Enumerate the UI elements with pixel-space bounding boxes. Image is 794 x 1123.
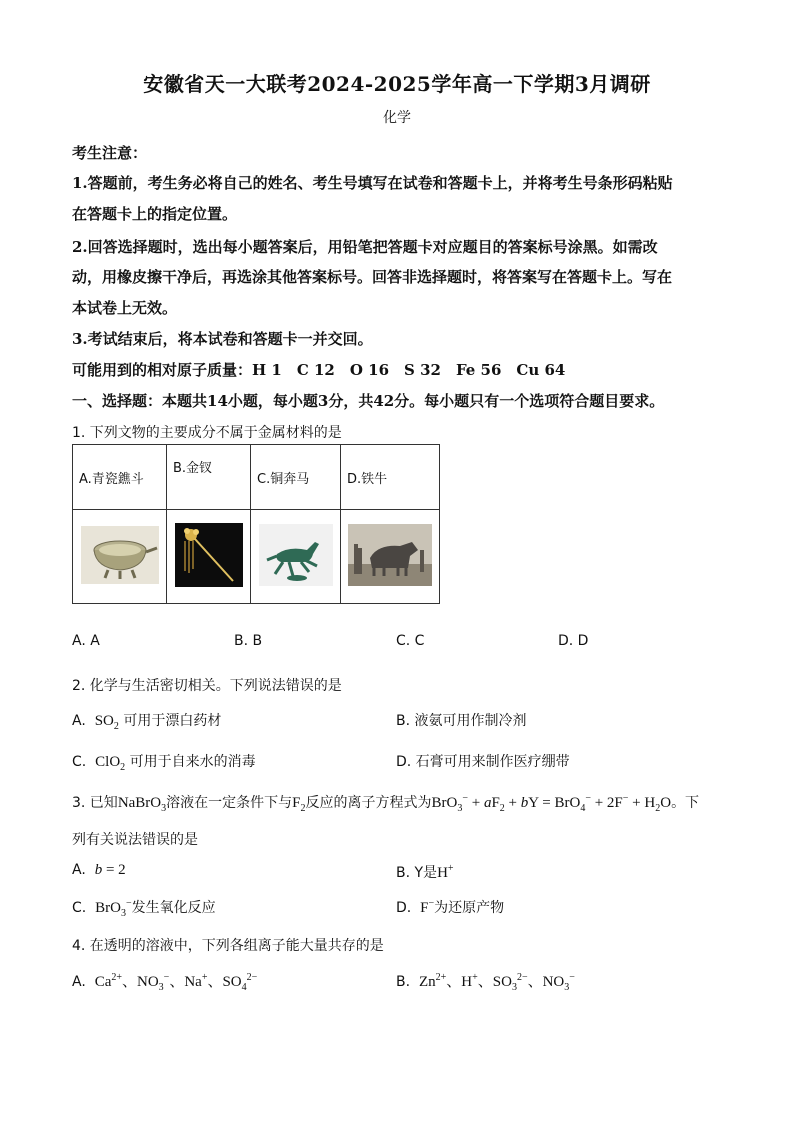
q3-option-a: A. b = 2: [72, 862, 126, 878]
gold-hairpin-image: [175, 523, 243, 587]
notice-line-4: 动，用橡皮擦干净后，再选涂其他答案标号。回答非选择题时，将答案写在答题卡上。写在: [72, 268, 673, 286]
q2-option-b: B. 液氨可用作制冷剂: [396, 713, 527, 729]
bronze-horse-image: [259, 524, 333, 586]
iron-ox-image: [348, 524, 432, 586]
q1-artifact-table: [72, 444, 440, 604]
q2-option-d: D. 石膏可用来制作医疗绷带: [396, 754, 570, 770]
q3-stem: 3. 已知NaBrO$_3$溶液在一定条件下与$F_2$反应的离子方程式为$BrO_3^- + aF_2$ + bY = $BrO_4^- + 2F^- + H_2O$。下: [72, 793, 700, 814]
q1-header-c: C.铜奔马: [251, 445, 341, 510]
q1-stem: 1. 下列文物的主要成分不属于金属材料的是: [72, 425, 342, 441]
q3-option-b: B. Y是H+: [396, 863, 454, 881]
q1-option-b: B. B: [234, 633, 263, 649]
q3-option-c: C. BrO$_3$−发生氧化反应: [72, 898, 216, 919]
atomic-masses: 可能用到的相对原子质量：H 1 C 12 O 16 S 32 Fe 56 Cu 64: [72, 361, 566, 379]
notice-line-1: 1.答题前，考生务必将自己的姓名、考生号填写在试卷和答题卡上，并将考生号条形码粘贴: [72, 174, 673, 192]
q1-option-d: D. D: [558, 633, 589, 649]
subject-label: 化学: [383, 110, 411, 126]
notice-line-2: 在答题卡上的指定位置。: [72, 205, 238, 223]
exam-title: 安徽省天一大联考2024-2025学年高一下学期3月调研: [143, 72, 651, 96]
section-1-heading: 一、选择题：本题共14小题，每小题3分，共42分。每小题只有一个选项符合题目要求。: [72, 392, 665, 410]
celadon-vessel-image: [81, 526, 159, 584]
q1-option-a: A. A: [72, 633, 100, 649]
q1-option-c: C. C: [396, 633, 425, 649]
q1-header-b: B.金钗: [167, 445, 251, 510]
notice-line-5: 本试卷上无效。: [72, 299, 178, 317]
q3-stem-line-2: 列有关说法错误的是: [72, 832, 198, 848]
q1-header-a: A.青瓷鐎斗: [73, 445, 167, 510]
q3-option-d: D. F−为还原产物: [396, 898, 505, 916]
q2-option-c: C. ClO$_2$ 可用于自来水的消毒: [72, 754, 256, 773]
q2-option-a: A. $SO_2$ 可用于漂白药材: [72, 713, 222, 732]
q1-header-d: D.铁牛: [341, 445, 440, 510]
notice-line-6: 3.考试结束后，将本试卷和答题卡一并交回。: [72, 330, 373, 348]
q4-option-a: A. $Ca^{2+}$、$NO_3^-$、Na+、$SO_4^{2-}$: [72, 972, 258, 993]
notice-heading: 考生注意：: [72, 144, 148, 162]
q2-stem: 2. 化学与生活密切相关。下列说法错误的是: [72, 678, 342, 694]
q4-stem: 4. 在透明的溶液中，下列各组离子能大量共存的是: [72, 938, 384, 954]
q4-option-b: B. $Zn^{2+}$、H+、$SO_3^{2-}$、$NO_3^-$: [396, 972, 575, 993]
notice-line-3: 2.回答选择题时，选出每小题答案后，用铅笔把答题卡对应题目的答案标号涂黑。如需改: [72, 238, 658, 256]
